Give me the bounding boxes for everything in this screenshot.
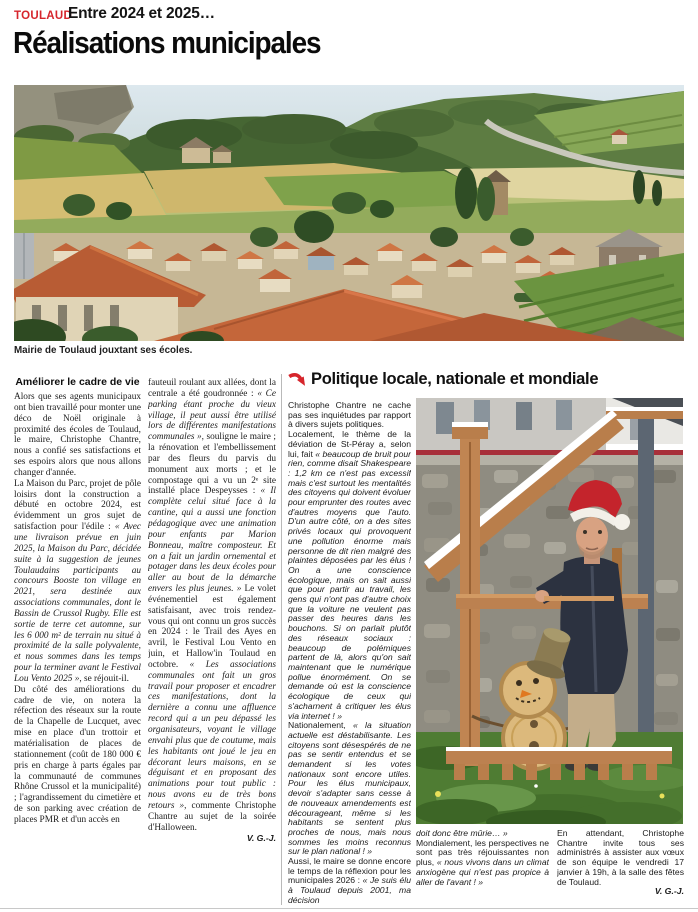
article-column-4-text: doit donc être mûrie… » Mondialement, les perspectives ne sont pas très réjouissantes non plus, « nous vivons dans un climat anxiogène qui n'est pas propice à aller de l'avant ! » [416,829,549,887]
author-initials: V. G.-J. [246,833,276,844]
article-column-5 [557,829,684,907]
column-divider [281,374,282,905]
article-subhead: Améliorer le cadre de vie [15,376,140,388]
article-column-5-text: En attendant, Christophe Chantre invite tous ses administrés à assister aux vœux de son équipe le vendredi 17 janvier à 19h, à la salle des fêtes de Toulaud. [557,829,684,887]
page-title: Réalisations municipales [13,25,321,60]
article-column-3 [288,401,411,905]
kicker: Entre 2024 et 2025… [68,5,215,22]
section-title: Politique locale, nationale et mondiale [311,370,599,388]
article-column-1 [14,376,141,907]
article-column-3-text: Christophe Chantre ne cache pas ses inquiétudes par rapport à divers sujets politiques. Localement, le thème de la déviation de St-Péray a, selon lui, fait « beaucoup de bruit pour rien, comme disait Shakespeare : 1,2 km ce n'est pas excessif mais c'est surtout les mentalités des citoyens qui doivent évoluer pour emprunter des routes avec d'autres moyens que l'auto. D'un autre côté, on a des sites privés locaux qui provoquent une pollution énorme mais personne de dit rien malgré des plaintes déposées par les élus ! On a une conscience écologique, mais on sait aussi que pour partir au travail, les gens qui n'ont pas d'autre choix que la voiture ne veulent pas passer des heures dans les bouchons. Si on parlait plutôt des réseaux sociaux : beaucoup de polémiques partent de là, alors qu'on sait maintenant que le numérique pollue énormément. On se demande où est la conscience écologique de ceux qui s'acharnent à critiquer les élus via internet ! » Nationalement, « la situation actuelle est déstabilisante. Les citoyens sont désespérés de ne pas se sentir entendus et se demandent si les votes nationaux sont encore utiles. Pour les élus municipaux, devoir s'adapter sans cesse à de nouveaux amendements est décourageant, même si les habitants se sentent plus proches de nous, mais nous sommes les moins reconnus sur le plan national ! » Aussi, le maire se donne encore le temps de la réflexion pour les municipales 2026 : « Je suis élu à Toulaud depuis 2001, ma décision [288,401,411,905]
article-column-2 [148,378,276,907]
section-header [288,370,684,389]
village-photo-illustration [14,85,684,341]
article-column-4 [416,829,549,907]
page-bottom-rule [0,908,698,909]
author-initials: V. G.-J. [654,886,684,897]
article-column-1-text: Alors que ses agents municipaux ont bien travaillé pour monter une déco de Noël originale à proximité des écoles de Toulaud, le maire, Christophe Chantre, nous a confié ses satisfactions et ses espoirs alors que nous allons changer d'année. La Maison du Parc, projet de pôle loisirs dont la construction a débuté en octobre 2024, est évidemment un gros sujet de satisfaction pour l'édile : « Avec une livraison prévue en juin 2025, la Maison du Parc, décidée suite à la suggestion de jeunes Toulaudains participants au concours Booste ton village en 2021, sera destinée aux associations communales, dont le Bassin de Crussol Rugby. Elle est sortie de terre cet automne, sur les 6 000 m² de terrain nu situé à proximité de la salle polyvalente, et nous sommes dans les temps pour la terminer avant le Festival Lou Vento 2025 », se réjouit-il. Du côté des améliorations du cadre de vie, on notera la réfection des réseaux sur la route de la Chapelle de Lucquet, avec mise en place d'un trottoir et matérialisation de places de stationnement (coût de 180 000 € pris en charge à parts égales par la communauté de communes Rhône Crussol et la municipalité) ; l'agrandissement du cimetière et de son parking avec création de places PMR et d'un accès en [14,392,141,825]
mayor-photo-illustration [416,398,683,824]
town-tag: TOULAUD [14,10,73,22]
village-photo [14,85,684,341]
photo-caption: Mairie de Toulaud jouxtant ses écoles. [14,345,193,356]
article-column-2-text: fauteuil roulant aux allées, dont la centrale a été goudronnée : « Ce parking étant proche du vieux village, il peut aussi être utilisé lors de différentes manifestations communales », souligne le maire ; la rénovation et l'embellissement par des fleurs du parvis du monument aux morts ; et le compostage qui a vu un 2ᵉ site installé place Despeysses : « Il complète celui situé face à la cantine, qui a aussi une fonction pédagogique avec une animation pour enfants par Marion Bonneau, maître composteur. Et on a fait un jardin ornemental et potager dans les deux écoles pour aller au bout de la démarche envers les plus jeunes. » Le volet événementiel est également satisfaisant, avec trois rendez-vous qui ont connu un gros succès en 2024 : le Trail des Ayes en avril, le Festival Lou Vento en juin, et Hallow'in Toulaud en octobre. « Les associations communales ont fait un gros travail pour proposer et encadrer ces manifestations, dont la dernière a connu une affluence record qui a un peu dépassé les organisateurs, voyant le village envahi plus que de coutume, mais les habitants ont joué le jeu en décorant leurs maisons, en se déguisant et en proposant des animations pour tout public : nous avons eu de très bons retours », commente Christophe Chantre au sujet de la soirée d'Halloween. [148,378,276,833]
arrow-down-right-icon [288,372,305,387]
mayor-photo [416,398,683,824]
